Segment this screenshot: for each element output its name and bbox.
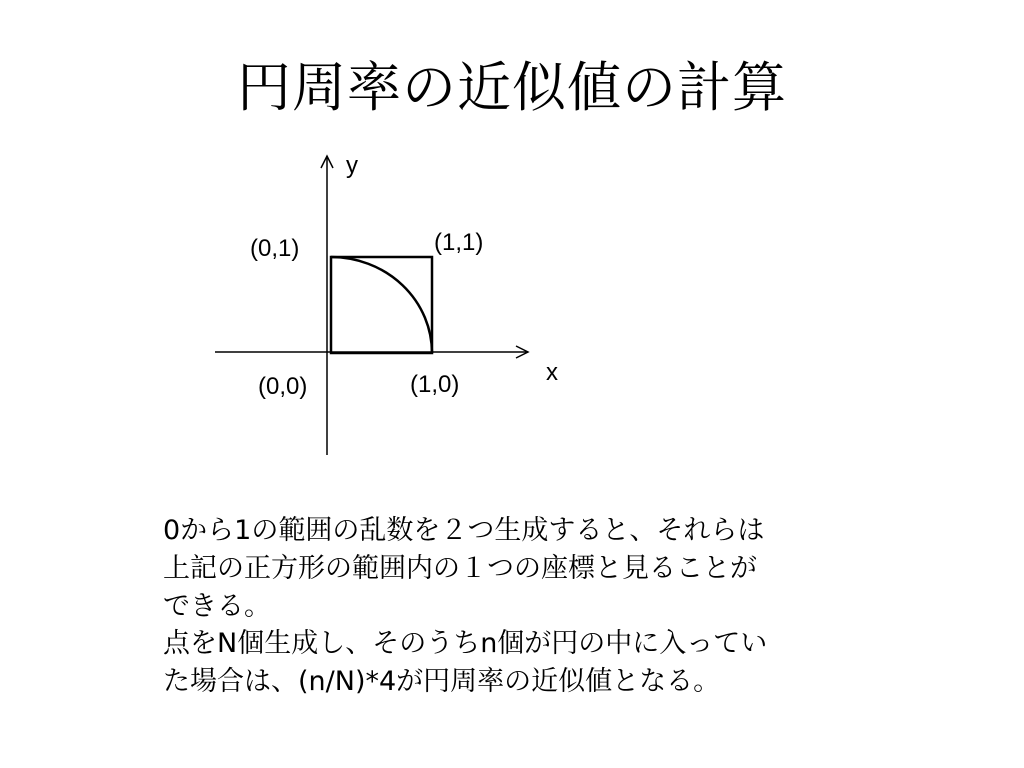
point-label-1-0: (1,0)	[410, 371, 460, 398]
point-label-0-1: (0,1)	[250, 235, 300, 262]
explanation-line: できる。	[163, 590, 271, 622]
explanation-line: 点をN個生成し、そのうちn個が円の中に入ってい	[163, 628, 768, 660]
explanation-line: た場合は、(n/N)*4が円周率の近似値となる。	[163, 666, 721, 698]
explanation-text	[163, 512, 883, 701]
unit-square	[331, 257, 432, 353]
point-label-1-1: (1,1)	[434, 229, 484, 256]
x-axis-label: x	[546, 359, 558, 386]
explanation-line: 0から1の範囲の乱数を２つ生成すると、それらは	[163, 515, 765, 546]
explanation-line: 上記の正方形の範囲内の１つの座標と見ることが	[163, 552, 757, 584]
point-label-0-0: (0,0)	[258, 373, 308, 400]
y-axis-label: y	[346, 152, 358, 179]
slide-title: 円周率の近似値の計算	[237, 56, 787, 119]
quarter-circle-arc	[331, 257, 432, 353]
